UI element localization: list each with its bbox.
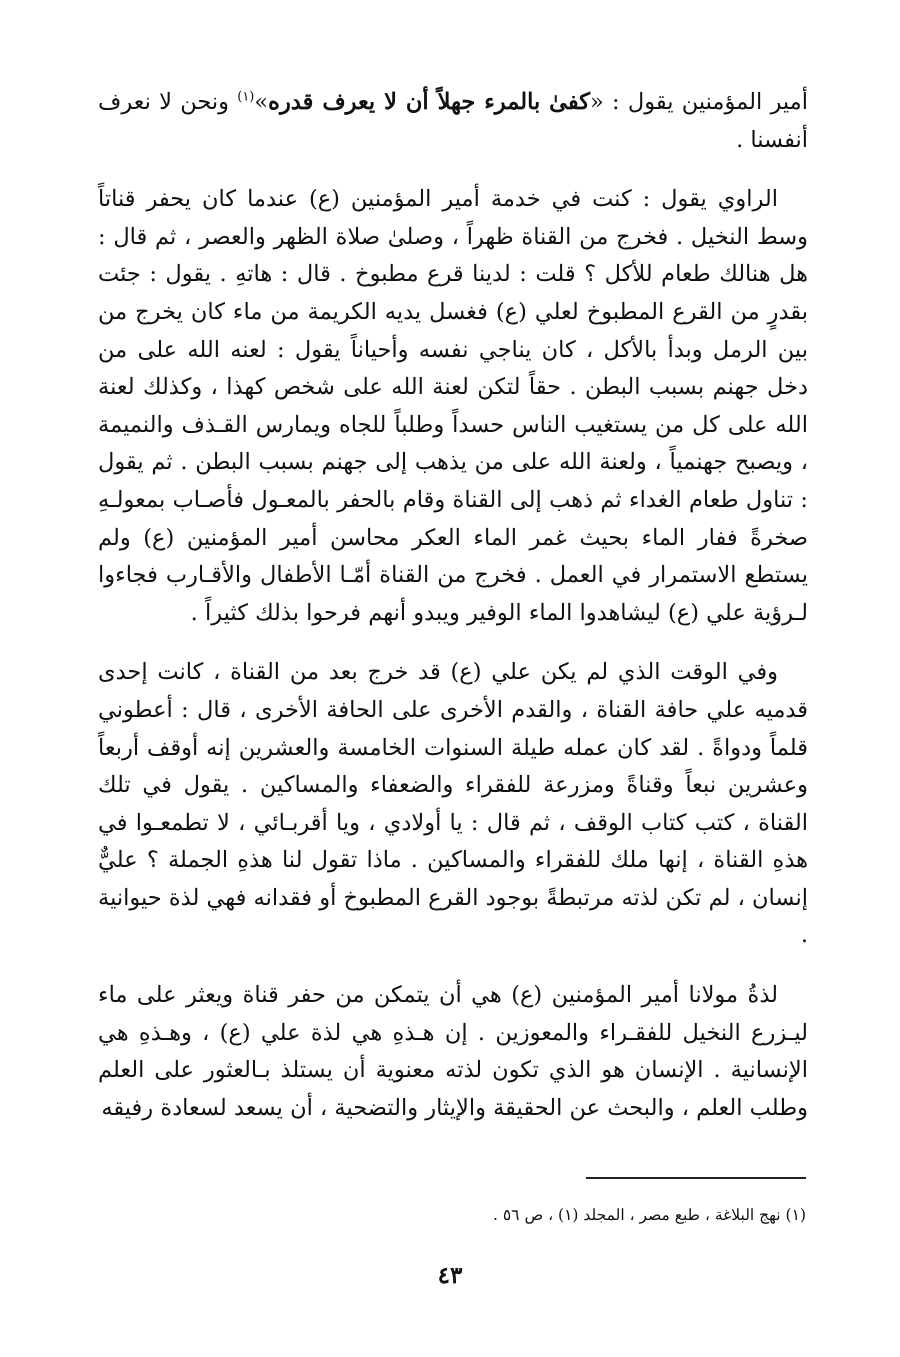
footnote: (١) نهج البلاغة ، طبع مصر ، المجلد (١) ، ص ٥٦ . [493, 1206, 806, 1224]
footnote-reference[interactable]: (١) [237, 89, 255, 105]
paragraph-2: الراوي يقول : كنت في خدمة أمير المؤمنين (ع) عندما كان يحفر قناتاً وسط النخيل . فخرج من القناة ظهراً ، وصلىٰ صلاة الظهر والعصر ، ثم قال : هل هنالك طعام للأكل ؟ قلت : لدينا قرع مطبوخ . قال : هاتهِ . يقول : جئت بقدرٍ من القرع المطبوخ لعلي (ع) فغسل يديه الكريمة من ماء كان يخرج من بين الرمل وبدأ بالأكل ، كان يناجي نفسه وأحياناً يقول : لعنه الله على من دخل جهنم بسبب البطن . حقاً لتكن لعنة الله على شخص كهذا ، وكذلك لعنة الله على كل من يستغيب الناس حسداً وطلباً للجاه ويمارس القـذف والنميمة ، ويصبح جهنمياً ، ولعنة الله على من يذهب إلى جهنم بسبب البطن . ثم يقول : تناول طعام الغداء ثم ذهب إلى القناة وقام بالحفر بالمعـول فأصـاب بمعولـهِ صخرةً ففار الماء بحيث غمر الماء العكر محاسن أمير المؤمنين (ع) ولم يستطع الاستمرار في العمل . فخرج من القناة أمّـا الأطفال والأقـارب فجاءوا لـرؤية علي (ع) ليشاهدوا الماء الوفير ويبدو أنهم فرحوا بذلك كثيراً . [98, 186, 808, 626]
paragraph-3: وفي الوقت الذي لم يكن علي (ع) قد خرج بعد من القناة ، كانت إحدى قدميه علي حافة القناة ، والقدم الأخرى على الحافة الأخرى ، قال : أعطوني قلماً ودواةً . لقد كان عمله طيلة السنوات الخامسة والعشرين إنه أوقف أربعاً وعشرين نبعاً وقناةً ومزرعة للفقراء والضعفاء والمساكين . يقول في تلك القناة ، كتب كتاب الوقف ، ثم قال : يا أولادي ، ويا أقربـائي ، لا تطمعـوا في هذهِ القناة ، إنها ملك للفقراء والمساكين . ماذا تقول لنا هذهِ الجملة ؟ عليٌّ إنسان ، لم تكن لذته مرتبطةً بوجود القرع المطبوخ أو فقدانه فهي لذة حيوانية . [98, 659, 808, 949]
paragraph-1-intro: أمير المؤمنين يقول : « [590, 89, 808, 115]
footnote-divider [586, 1177, 806, 1179]
page-number: ٤٣ [437, 1262, 463, 1289]
paragraph-1-rest: ونحن لا نعرف أنفسنا . [98, 89, 808, 153]
quote-close-mark: » [254, 89, 269, 115]
paragraph-4: لذةُ مولانا أمير المؤمنين (ع) هي أن يتمكن من حفر قناة ويعثر على ماء ليـزرع النخيل للفقـراء والمعوزين . إن هـذهِ هي لذة علي (ع) ، وهـذهِ هي الإنسانية . الإنسان هو الذي تكون لذته معنوية أن يستلذ بـالعثور على العلم وطلب العلم ، والبحث عن الحقيقة والإيثار والتضحية ، أن يسعد لسعادة رفيقه [98, 982, 808, 1121]
bold-quote: كفىٰ بالمرء جهلاً أن لا يعرف قدره [268, 89, 590, 115]
paragraph-1 [98, 84, 808, 159]
body-text [98, 84, 808, 1127]
